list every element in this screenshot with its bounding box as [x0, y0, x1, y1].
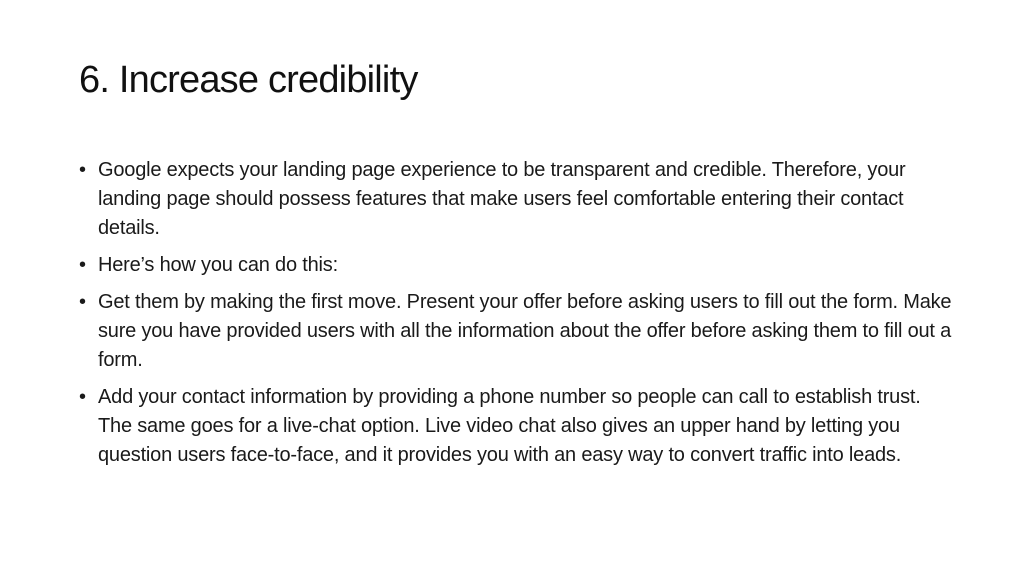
bullet-text: Here’s how you can do this:	[98, 254, 338, 276]
bullet-marker: •	[79, 159, 86, 181]
bullet-text: Add your contact information by providing a phone number so people can call to establish trust. The same goes for a live-chat option. Live video chat also gives an upper hand by letting you question users face-to-face, and it provides you with an easy way to convert traffic into leads.	[98, 386, 921, 466]
bullet-marker: •	[79, 291, 86, 313]
bullet-item	[79, 251, 959, 280]
bullet-item	[79, 156, 959, 243]
bullet-text: Google expects your landing page experience to be transparent and credible. Therefore, your landing page should possess features that make users feel comfortable entering their contact details.	[98, 159, 906, 239]
bullet-marker: •	[79, 254, 86, 276]
bullet-marker: •	[79, 386, 86, 408]
bullet-item	[79, 383, 959, 470]
bullet-text: Get them by making the first move. Present your offer before asking users to fill out the form. Make sure you have provided users with all the information about the offer before asking them to fill out a form.	[98, 291, 952, 371]
slide-title: 6. Increase credibility	[79, 59, 418, 101]
bullet-item	[79, 288, 959, 375]
bullet-list	[79, 156, 959, 478]
